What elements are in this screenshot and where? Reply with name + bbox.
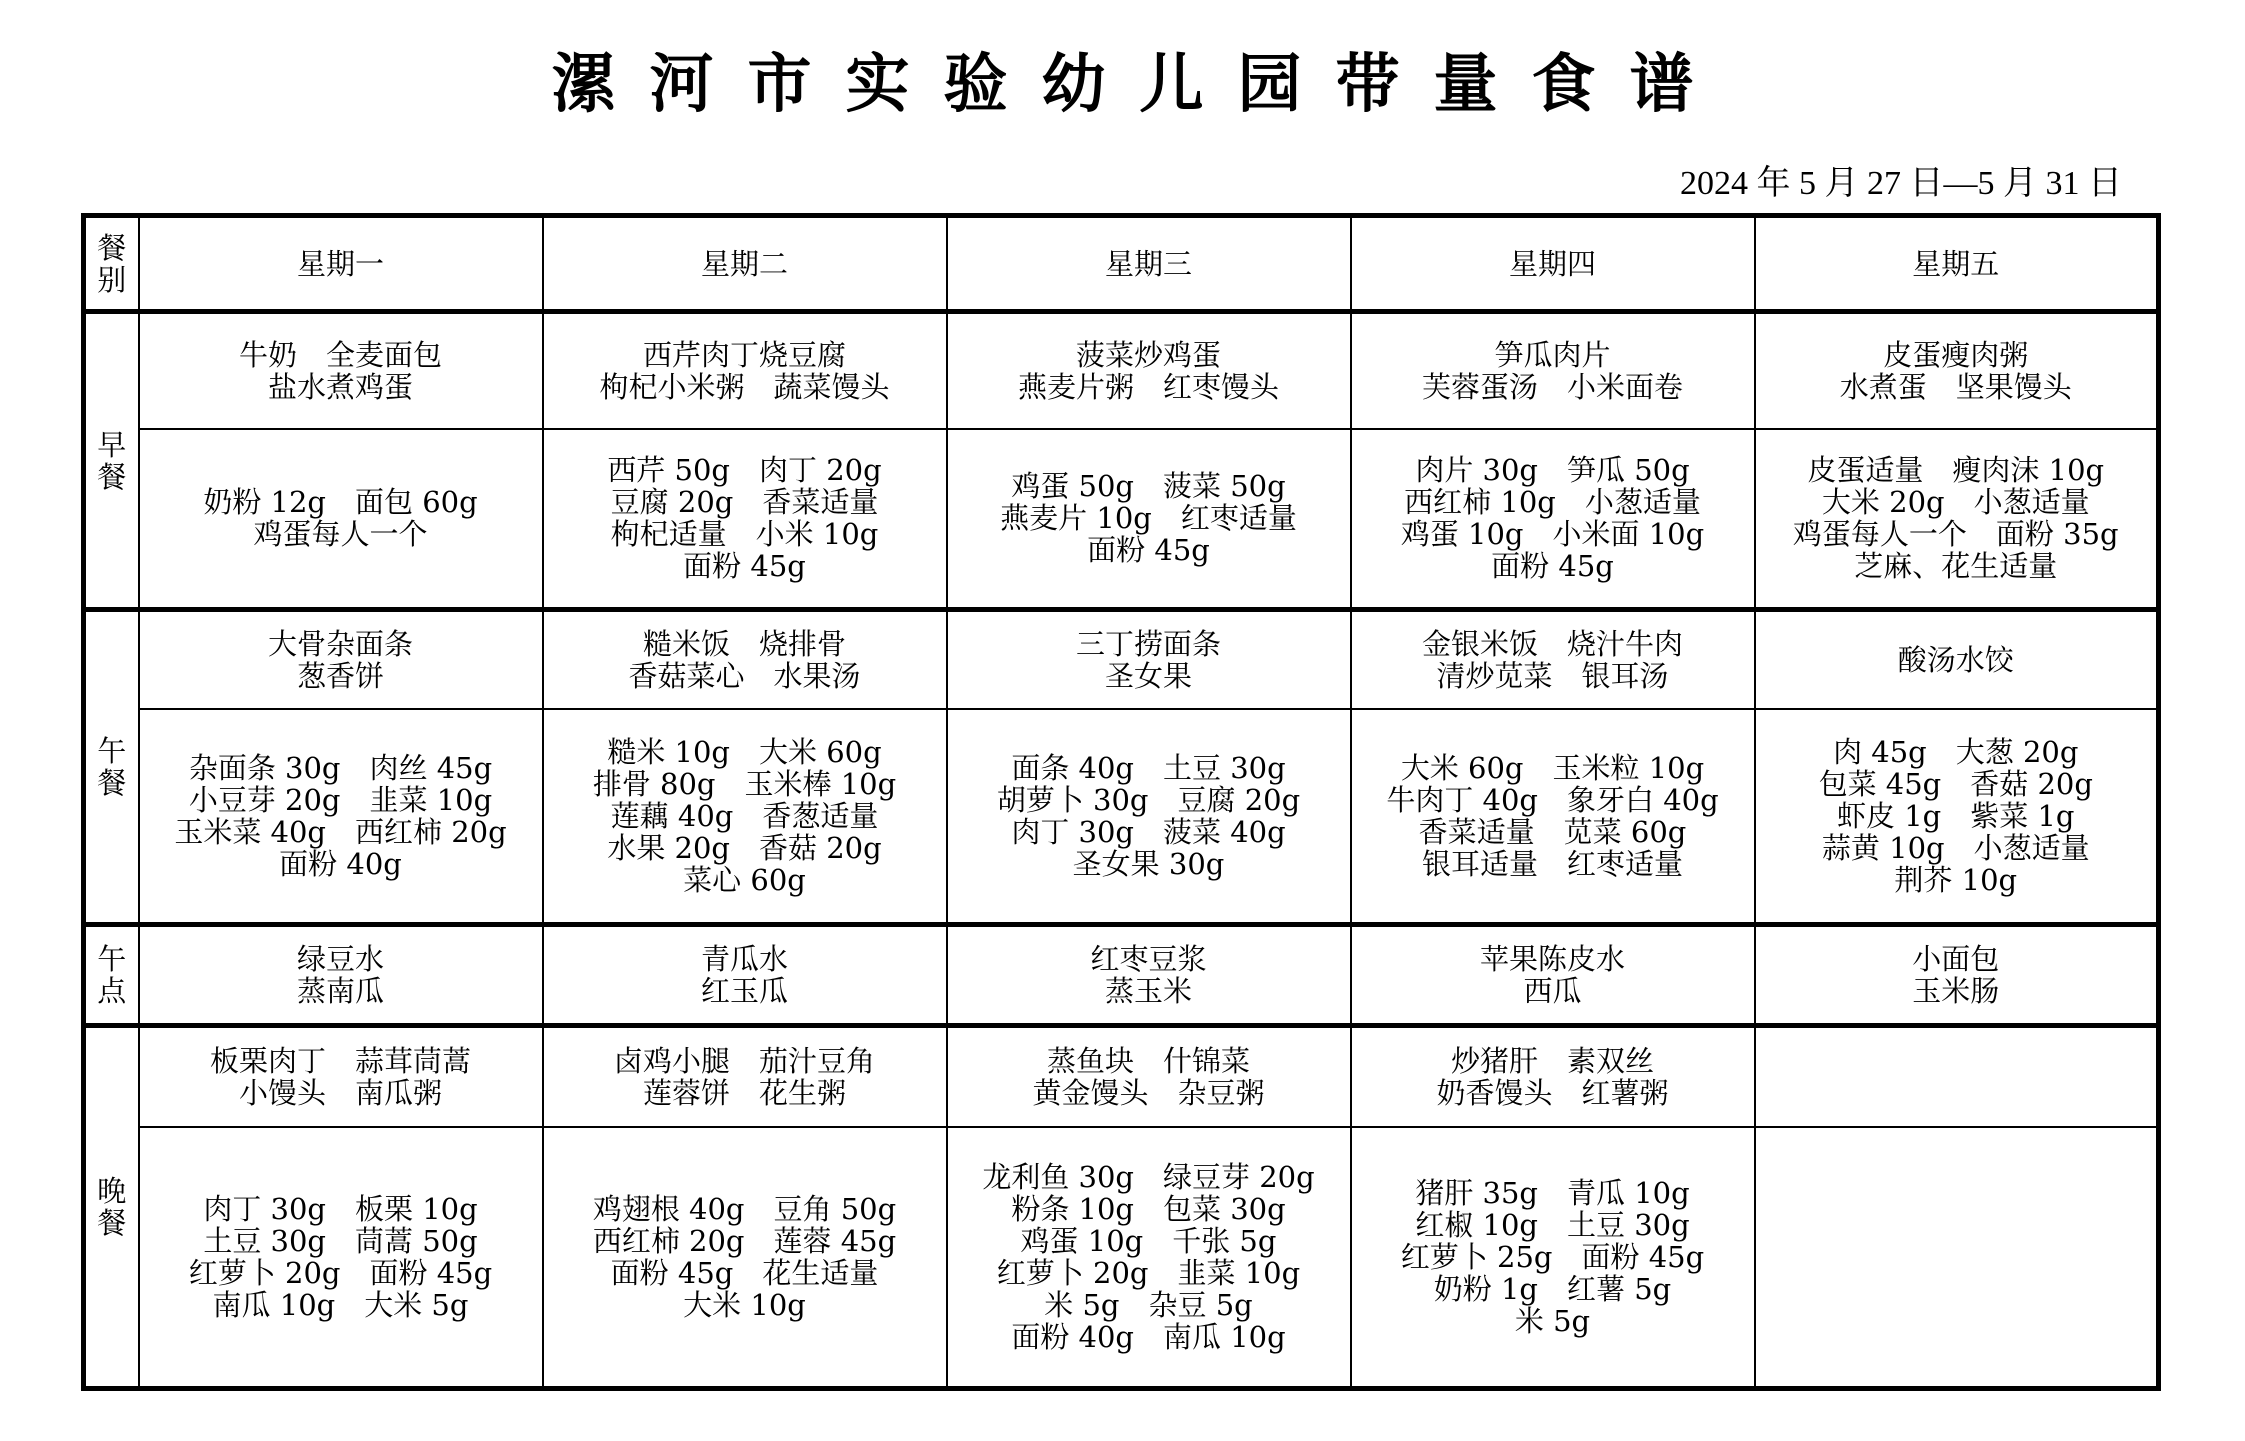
- cell-line: 大米 60g 玉米粒 10g: [1400, 750, 1705, 785]
- cell-line: 枸杞适量 小米 10g: [610, 517, 879, 552]
- cell-line: 鸡蛋 50g 菠菜 50g: [1011, 469, 1286, 504]
- cell-line: 笋瓜肉片: [1494, 337, 1611, 372]
- cell-line: 板栗肉丁 蒜茸茼蒿: [209, 1043, 471, 1078]
- cell-line: 菠菜炒鸡蛋: [1075, 337, 1221, 372]
- cell-line: 大骨杂面条: [267, 626, 413, 661]
- cell-line: 西红柿 20g 莲蓉 45g: [592, 1223, 897, 1258]
- cell-line: 奶粉 1g 红薯 5g: [1433, 1271, 1672, 1306]
- cell-line: 蒸玉米: [1104, 974, 1192, 1008]
- cell-line: 鸡蛋每人一个 面粉 35g: [1792, 517, 2119, 552]
- ingredient-cell: [139, 429, 543, 610]
- cell-line: 燕麦片粥 红枣馒头: [1017, 369, 1279, 404]
- cell-line: 虾皮 1g 紫菜 1g: [1837, 798, 2075, 833]
- cell-line: 土豆 30g 茼蒿 50g: [203, 1223, 478, 1258]
- cell-line: 水煮蛋 坚果馒头: [1839, 369, 2072, 404]
- cell-line: 卤鸡小腿 茄汁豆角: [613, 1043, 875, 1078]
- cell-line: 蒜黄 10g 小葱适量: [1821, 830, 2090, 865]
- dish-cell: [947, 925, 1351, 1026]
- ingredient-cell: [543, 709, 947, 925]
- cell-line: 西红柿 10g 小葱适量: [1404, 485, 1701, 520]
- cell-line: 面粉 40g 南瓜 10g: [1011, 1319, 1286, 1354]
- cell-line: 西瓜: [1523, 974, 1582, 1008]
- dish-cell: [1755, 610, 2159, 709]
- dish-cell: [947, 610, 1351, 709]
- cell-line: 豆腐 20g 香菜适量: [610, 485, 879, 520]
- dish-cell: [543, 1026, 947, 1127]
- ingredient-cell: [1351, 709, 1755, 925]
- dish-cell: [139, 925, 543, 1026]
- meal-type-header: 餐别: [84, 216, 139, 312]
- dish-cell: [1755, 312, 2159, 429]
- cell-line: 奶香馒头 红薯粥: [1436, 1075, 1669, 1110]
- cell-line: 小豆芽 20g 韭菜 10g: [188, 782, 493, 817]
- dish-cell: [139, 312, 543, 429]
- dish-cell: [1755, 1026, 2159, 1127]
- cell-line: 圣女果: [1104, 658, 1192, 693]
- dish-cell: [947, 312, 1351, 429]
- cell-line: 南瓜 10g 大米 5g: [212, 1287, 469, 1322]
- cell-line: 青瓜水: [700, 942, 788, 976]
- day-header-tue: 星期二: [543, 216, 947, 312]
- cell-line: 大米 10g: [683, 1287, 806, 1322]
- header-row: [84, 216, 2159, 312]
- cell-line: 酸汤水饺: [1897, 642, 2014, 677]
- dish-cell: [1351, 925, 1755, 1026]
- day-header-wed: 星期三: [947, 216, 1351, 312]
- cell-line: 猪肝 35g 青瓜 10g: [1415, 1175, 1690, 1210]
- cell-line: 玉米菜 40g 西红柿 20g: [174, 814, 507, 849]
- dish-cell: [139, 1026, 543, 1127]
- cell-line: 糙米 10g 大米 60g: [607, 734, 882, 769]
- cell-line: 鸡蛋每人一个: [253, 517, 428, 552]
- cell-line: 西芹肉丁烧豆腐: [642, 337, 846, 372]
- ingredient-cell: [1351, 429, 1755, 610]
- cell-line: 莲藕 40g 香葱适量: [610, 798, 879, 833]
- cell-line: 银耳适量 红枣适量: [1421, 846, 1683, 881]
- cell-line: 蒸南瓜: [296, 974, 384, 1008]
- cell-line: 红萝卜 20g 韭菜 10g: [996, 1255, 1301, 1290]
- cell-line: 芙蓉蛋汤 小米面卷: [1421, 369, 1683, 404]
- cell-line: 红枣豆浆: [1090, 942, 1207, 976]
- cell-line: 盐水煮鸡蛋: [267, 369, 413, 404]
- cell-line: 米 5g: [1514, 1303, 1591, 1338]
- cell-line: 包菜 45g 香菇 20g: [1818, 766, 2093, 801]
- cell-line: 奶粉 12g 面包 60g: [203, 485, 478, 520]
- cell-line: 水果 20g 香菇 20g: [607, 830, 882, 865]
- breakfast-dish-row: [84, 312, 2159, 429]
- cell-line: 绿豆水: [296, 942, 384, 976]
- cell-line: 面粉 45g: [683, 549, 806, 584]
- cell-line: 圣女果 30g: [1072, 846, 1225, 881]
- cell-line: 皮蛋瘦肉粥: [1883, 337, 2029, 372]
- cell-line: 胡萝卜 30g 豆腐 20g: [996, 782, 1301, 817]
- cell-line: 面粉 45g: [1087, 533, 1210, 568]
- day-header-thu: 星期四: [1351, 216, 1755, 312]
- cell-line: 香菇菜心 水果汤: [628, 658, 861, 693]
- cell-line: 红椒 10g 土豆 30g: [1415, 1207, 1690, 1242]
- cell-line: 红玉瓜: [700, 974, 788, 1008]
- cell-line: 小馒头 南瓜粥: [238, 1075, 442, 1110]
- cell-line: 米 5g 杂豆 5g: [1044, 1287, 1253, 1322]
- cell-line: 红萝卜 20g 面粉 45g: [188, 1255, 493, 1290]
- cell-line: 肉丁 30g 板栗 10g: [203, 1191, 478, 1226]
- dinner-dish-row: [84, 1026, 2159, 1127]
- meal-label-dinner: 晚餐: [84, 1026, 139, 1389]
- cell-line: 肉 45g 大葱 20g: [1833, 734, 2079, 769]
- cell-line: 芝麻、花生适量: [1854, 549, 2058, 584]
- dish-cell: [543, 925, 947, 1026]
- ingredient-cell: [947, 429, 1351, 610]
- cell-line: 皮蛋适量 瘦肉沫 10g: [1807, 453, 2105, 488]
- cell-line: 荆芥 10g: [1894, 862, 2018, 897]
- dish-cell: [543, 610, 947, 709]
- menu-table: [81, 213, 2161, 1391]
- cell-line: 鸡翅根 40g 豆角 50g: [592, 1191, 897, 1226]
- ingredient-cell: [947, 709, 1351, 925]
- cell-line: 面粉 45g: [1491, 549, 1614, 584]
- cell-line: 面粉 45g 花生适量: [610, 1255, 879, 1290]
- cell-line: 小面包: [1912, 942, 2000, 976]
- cell-line: 面条 40g 土豆 30g: [1011, 750, 1286, 785]
- meal-label-breakfast: 早餐: [84, 312, 139, 610]
- cell-line: 炒猪肝 素双丝: [1450, 1043, 1654, 1078]
- cell-line: 葱香饼: [296, 658, 384, 693]
- cell-line: 莲蓉饼 花生粥: [642, 1075, 846, 1110]
- cell-line: 牛奶 全麦面包: [238, 337, 442, 372]
- lunch-dish-row: [84, 610, 2159, 709]
- page-title: 漯河市实验幼儿园带量食谱: [551, 47, 1728, 122]
- snack-row: [84, 925, 2159, 1026]
- meal-label-snack: 午点: [84, 925, 139, 1026]
- ingredient-cell: [1755, 1127, 2159, 1389]
- cell-line: 粉条 10g 包菜 30g: [1011, 1191, 1286, 1226]
- cell-line: 清炒苋菜 银耳汤: [1436, 658, 1669, 693]
- cell-line: 肉片 30g 笋瓜 50g: [1415, 453, 1690, 488]
- ingredient-cell: [543, 429, 947, 610]
- cell-line: 菜心 60g: [683, 862, 806, 897]
- dish-cell: [139, 610, 543, 709]
- ingredient-cell: [1755, 709, 2159, 925]
- cell-line: 红萝卜 25g 面粉 45g: [1400, 1239, 1705, 1274]
- dish-cell: [1351, 1026, 1755, 1127]
- cell-line: 糙米饭 烧排骨: [642, 626, 846, 661]
- ingredient-cell: [543, 1127, 947, 1389]
- day-header-mon: 星期一: [139, 216, 543, 312]
- cell-line: 杂面条 30g 肉丝 45g: [188, 750, 493, 785]
- day-header-fri: 星期五: [1755, 216, 2159, 312]
- ingredient-cell: [139, 1127, 543, 1389]
- ingredient-cell: [1351, 1127, 1755, 1389]
- dish-cell: [947, 1026, 1351, 1127]
- cell-line: 肉丁 30g 菠菜 40g: [1011, 814, 1286, 849]
- dish-cell: [543, 312, 947, 429]
- dish-cell: [1755, 925, 2159, 1026]
- cell-line: 黄金馒头 杂豆粥: [1032, 1075, 1265, 1110]
- cell-line: 三丁捞面条: [1075, 626, 1221, 661]
- ingredient-cell: [947, 1127, 1351, 1389]
- cell-line: 苹果陈皮水: [1479, 942, 1625, 976]
- ingredient-cell: [139, 709, 543, 925]
- cell-line: 枸杞小米粥 蔬菜馒头: [599, 369, 890, 404]
- cell-line: 西芹 50g 肉丁 20g: [607, 453, 882, 488]
- ingredient-cell: [1755, 429, 2159, 610]
- date-range: 2024 年 5 月 27 日—5 月 31 日: [1680, 165, 2122, 202]
- dinner-ingredient-row: [84, 1127, 2159, 1389]
- lunch-ingredient-row: [84, 709, 2159, 925]
- cell-line: 鸡蛋 10g 千张 5g: [1020, 1223, 1277, 1258]
- cell-line: 蒸鱼块 什锦菜: [1046, 1043, 1250, 1078]
- meal-label-lunch: 午餐: [84, 610, 139, 925]
- cell-line: 香菜适量 苋菜 60g: [1418, 814, 1687, 849]
- cell-line: 玉米肠: [1912, 974, 2000, 1008]
- cell-line: 鸡蛋 10g 小米面 10g: [1400, 517, 1705, 552]
- cell-line: 大米 20g 小葱适量: [1821, 485, 2090, 520]
- cell-line: 燕麦片 10g 红枣适量: [1000, 501, 1297, 536]
- cell-line: 金银米饭 烧汁牛肉: [1421, 626, 1683, 661]
- breakfast-ingredient-row: [84, 429, 2159, 610]
- cell-line: 面粉 40g: [279, 846, 402, 881]
- cell-line: 牛肉丁 40g 象牙白 40g: [1386, 782, 1719, 817]
- dish-cell: [1351, 312, 1755, 429]
- cell-line: 龙利鱼 30g 绿豆芽 20g: [982, 1159, 1315, 1194]
- cell-line: 排骨 80g 玉米棒 10g: [592, 766, 897, 801]
- dish-cell: [1351, 610, 1755, 709]
